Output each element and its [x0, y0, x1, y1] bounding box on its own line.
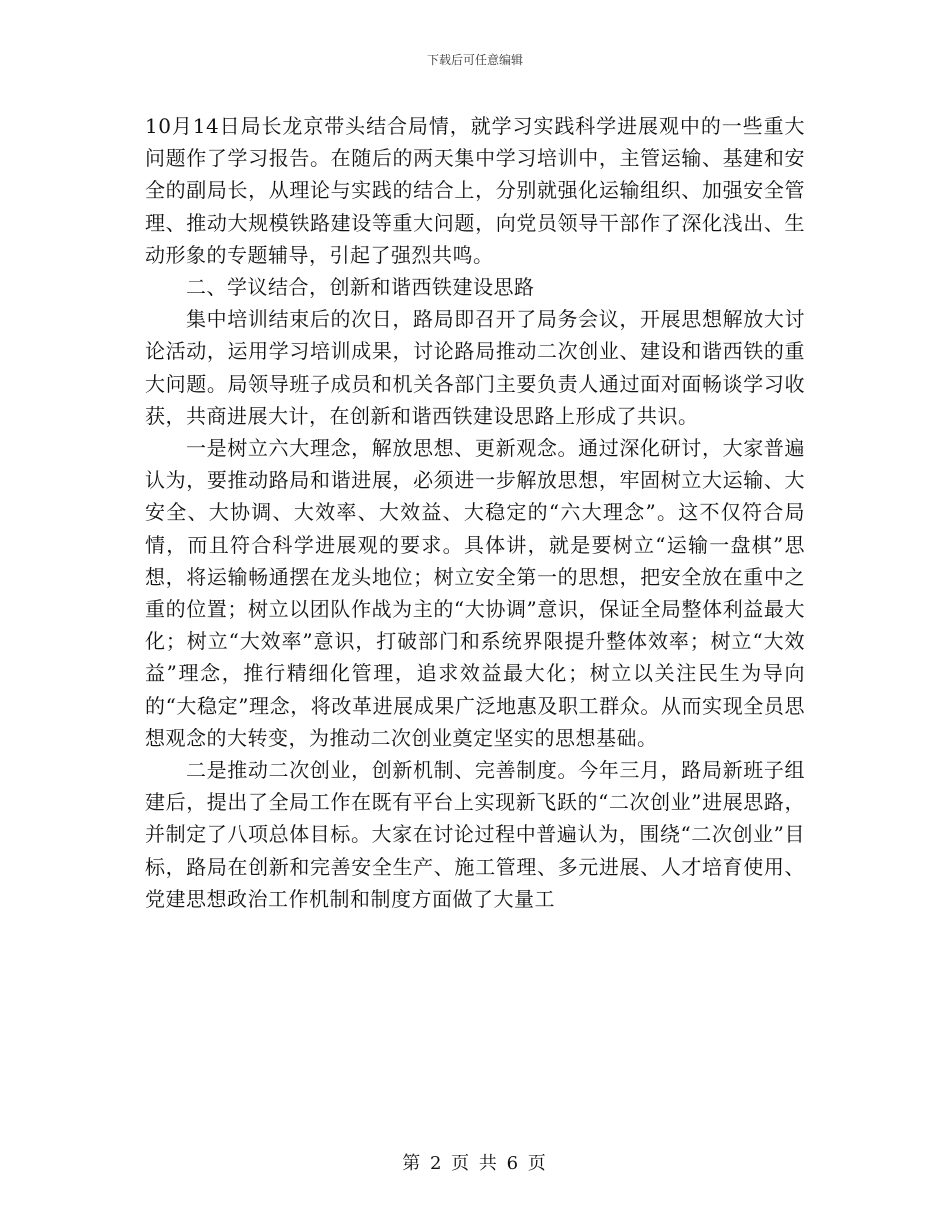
document-body: [145, 110, 805, 915]
paragraph-4: 二是推动二次创业，创新机制、完善制度。今年三月，路局新班子组建后，提出了全局工作在既有平台上实现新飞跃的“二次创业”进展思路，并制定了八项总体目标。大家在讨论过程中普遍认为，围绕“二次创业”目标，路局在创新和完善安全生产、施工管理、多元进展、人才培育使用、党建思想政治工作机制和制度方面做了大量工: [145, 758, 805, 911]
page-header-note: 下载后可任意编辑: [426, 53, 523, 67]
paragraph-2: 集中培训结束后的次日，路局即召开了局务会议，开展思想解放大讨论活动，运用学习培训成果，讨论路局推动二次创业、建设和谐西铁的重大问题。局领导班子成员和机关各部门主要负责人通过面对面畅谈学习收获，共商进展大计，在创新和谐西铁建设思路上形成了共识。: [145, 307, 805, 428]
section-heading: 二、学议结合，创新和谐西铁建设思路: [186, 275, 535, 300]
paragraph-1: 10月14日局长龙京带头结合局情，就学习实践科学进展观中的一些重大问题作了学习报告。在随后的两天集中学习培训中，主管运输、基建和安全的副局长，从理论与实践的结合上，分别就强化运输组织、加强安全管理、推动大规模铁路建设等重大问题，向党员领导干部作了深化浅出、生动形象的专题辅导，引起了强烈共鸣。: [145, 114, 805, 267]
page-number: 第 2 页 共 6 页: [402, 1153, 548, 1174]
paragraph-3: 一是树立六大理念，解放思想、更新观念。通过深化研讨，大家普遍认为，要推动路局和谐进展，必须进一步解放思想，牢固树立大运输、大安全、大协调、大效率、大效益、大稳定的“六大理念”。这不仅符合局情，而且符合科学进展观的要求。具体讲，就是要树立“运输一盘棋”思想，将运输畅通摆在龙头地位；树立安全第一的思想，把安全放在重中之重的位置；树立以团队作战为主的“大协调”意识，保证全局整体利益最大化；树立“大效率”意识，打破部门和系统界限提升整体效率；树立“大效益”理念，推行精细化管理，追求效益最大化；树立以关注民生为导向的“大稳定”理念，将改革进展成果广泛地惠及职工群众。从而实现全员思想观念的大转变，为推动二次创业奠定坚实的思想基础。: [145, 436, 805, 750]
